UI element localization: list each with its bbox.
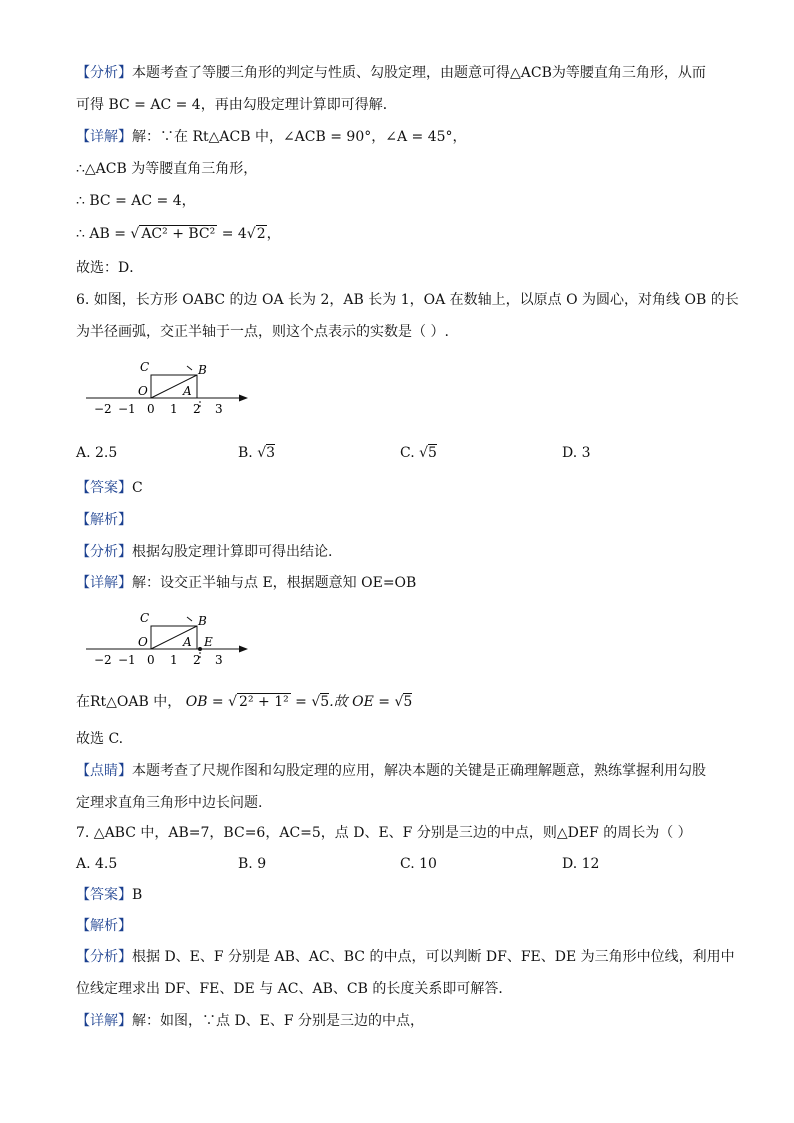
q6-option-d: D. 3 xyxy=(562,445,591,461)
q6-comment-line2: 定理求直角三角形中边长问题. xyxy=(76,795,263,811)
tick-label: 1 xyxy=(170,653,178,667)
q7-detail xyxy=(76,1011,734,1031)
radicand: 3 xyxy=(266,445,276,461)
step3-lhs: ∴ AB = xyxy=(76,226,131,242)
radicand: AC² + BC² xyxy=(141,226,216,242)
axis-arrow xyxy=(239,395,248,402)
sqrt-sign: √ xyxy=(246,226,256,242)
detail-text: 解：如图，∵点 D、E、F 分别是三边的中点， xyxy=(132,1013,425,1029)
q7-answer xyxy=(76,885,734,905)
analysis-tag: 【分析】 xyxy=(76,949,132,965)
arc-mark xyxy=(187,617,192,621)
sqrt-sign: √ xyxy=(394,694,404,710)
tick-label: −2 xyxy=(94,653,112,667)
detail-tag: 【详解】 xyxy=(76,1013,132,1029)
tick-label: 0 xyxy=(147,653,155,667)
sqrt-sign: √ xyxy=(228,694,238,710)
axis-arrow xyxy=(239,646,248,653)
q5-choice: 故选：D． xyxy=(76,260,144,276)
tick-label: −1 xyxy=(118,402,136,416)
q7-option-a: A. 4.5 xyxy=(76,856,118,872)
calc-lhs: OB = xyxy=(185,694,229,710)
label-O: O xyxy=(138,384,148,398)
q6-detail xyxy=(76,573,734,593)
tick-label: 2 xyxy=(193,402,201,416)
q6-option-a: A. 2.5 xyxy=(76,445,118,461)
punct: ， xyxy=(266,226,281,242)
tick-label: 3 xyxy=(215,402,223,416)
tick-label: −2 xyxy=(94,402,112,416)
q7-option-b: B. 9 xyxy=(238,856,267,872)
tick-label: 2 xyxy=(193,653,201,667)
radicand: 5 xyxy=(428,445,437,461)
label-A: A xyxy=(183,635,192,649)
detail-tag: 【详解】 xyxy=(76,129,132,145)
analysis-tag: 【分析】 xyxy=(76,65,132,81)
radicand: 5 xyxy=(320,694,330,710)
q6-stem-line2: 为半径画弧，交正半轴于一点，则这个点表示的实数是（ ）. xyxy=(76,324,449,340)
arc-mark xyxy=(187,366,192,370)
q5-analysis-line1 xyxy=(76,63,734,83)
sqrt-sign: √ xyxy=(311,694,321,710)
comment-tag: 【点睛】 xyxy=(76,763,132,779)
comment-text: 本题考查了尺规作图和勾股定理的应用，解决本题的关键是正确理解题意，熟练掌握利用勾股 xyxy=(132,763,706,779)
tick-label: −1 xyxy=(118,653,136,667)
q5-detail-line xyxy=(76,127,734,147)
q6-answer xyxy=(76,478,734,498)
detail-text: 解：∵在 Rt△ACB 中，∠ACB = 90°，∠A = 45°， xyxy=(132,129,467,145)
tick-label: 3 xyxy=(215,653,223,667)
answer-tag: 【答案】 xyxy=(76,887,132,903)
q6-stem-line1: 6. 如图，长方形 OABC 的边 OA 长为 2，AB 长为 1，OA 在数轴上，以原点 O 为圆心，对角线 OB 的长 xyxy=(76,292,739,308)
label-E: E xyxy=(204,635,213,649)
q7-analysis-line2: 位线定理求出 DF、FE、DE 与 AC、AB、CB 的长度关系即可解答． xyxy=(76,981,513,997)
label-O: O xyxy=(138,635,148,649)
jiexi-tag: 【解析】 xyxy=(76,918,132,934)
calc-mid: = xyxy=(290,694,312,710)
q5-analysis-line2: 可得 BC = AC = 4，再由勾股定理计算即可得解． xyxy=(76,97,397,113)
answer-tag: 【答案】 xyxy=(76,480,132,496)
q6-calc xyxy=(76,692,734,712)
q6-figure-number-line xyxy=(84,355,254,423)
q5-step1: ∴△ACB 为等腰直角三角形， xyxy=(76,161,258,177)
step3-rhs: = 4 xyxy=(217,226,247,242)
q5-step2: ∴ BC = AC = 4， xyxy=(76,193,196,209)
sqrt-sign: √ xyxy=(257,445,267,461)
q6-analysis xyxy=(76,542,734,562)
point-E xyxy=(198,647,202,651)
sqrt-sign: √ xyxy=(130,226,140,242)
answer-value: C xyxy=(132,480,143,496)
q6-jiexi xyxy=(76,510,734,530)
q7-option-d: D. 12 xyxy=(562,856,600,872)
label-B: B xyxy=(198,363,207,377)
calc-prefix: 在Rt△OAB 中， xyxy=(76,694,182,710)
option-prefix: B. xyxy=(238,445,258,461)
q7-analysis-line1 xyxy=(76,947,734,967)
sqrt-sign: √ xyxy=(419,445,429,461)
radicand: 2² + 1² xyxy=(239,694,289,710)
q7-jiexi xyxy=(76,916,734,936)
q7-stem: 7. △ABC 中，AB=7，BC=6，AC=5，点 D、E、F 分别是三边的中点，则△DEF 的周长为（ ） xyxy=(76,825,692,841)
radicand: 5 xyxy=(403,694,413,710)
q6-choice: 故选 C. xyxy=(76,731,124,747)
radicand: 2 xyxy=(256,226,266,242)
tick-label: 0 xyxy=(147,402,155,416)
label-C: C xyxy=(140,611,150,625)
label-C: C xyxy=(140,360,150,374)
option-prefix: C. xyxy=(400,445,420,461)
q6-comment-line1 xyxy=(76,761,734,781)
q6-option-c xyxy=(400,443,437,463)
analysis-text: 本题考查了等腰三角形的判定与性质、勾股定理，由题意可得△ACB为等腰直角三角形，从而 xyxy=(132,65,706,81)
q6-option-b xyxy=(238,443,275,463)
analysis-text: 根据勾股定理计算即可得出结论. xyxy=(132,544,333,560)
analysis-text: 根据 D、E、F 分别是 AB、AC、BC 的中点，可以判断 DF、FE、DE 为三角形中位线，利用中 xyxy=(132,949,735,965)
q5-step3 xyxy=(76,224,734,244)
answer-value: B xyxy=(132,887,143,903)
q6-figure-number-line-with-E xyxy=(84,606,254,674)
detail-tag: 【详解】 xyxy=(76,575,132,591)
tick-label: 1 xyxy=(170,402,178,416)
calc-mid2: .故 OE = xyxy=(329,694,395,710)
q7-option-c: C. 10 xyxy=(400,856,437,872)
detail-text: 解：设交正半轴与点 E，根据题意知 OE=OB xyxy=(132,575,417,591)
label-A: A xyxy=(183,384,192,398)
analysis-tag: 【分析】 xyxy=(76,544,132,560)
jiexi-tag: 【解析】 xyxy=(76,512,132,528)
label-B: B xyxy=(198,614,207,628)
